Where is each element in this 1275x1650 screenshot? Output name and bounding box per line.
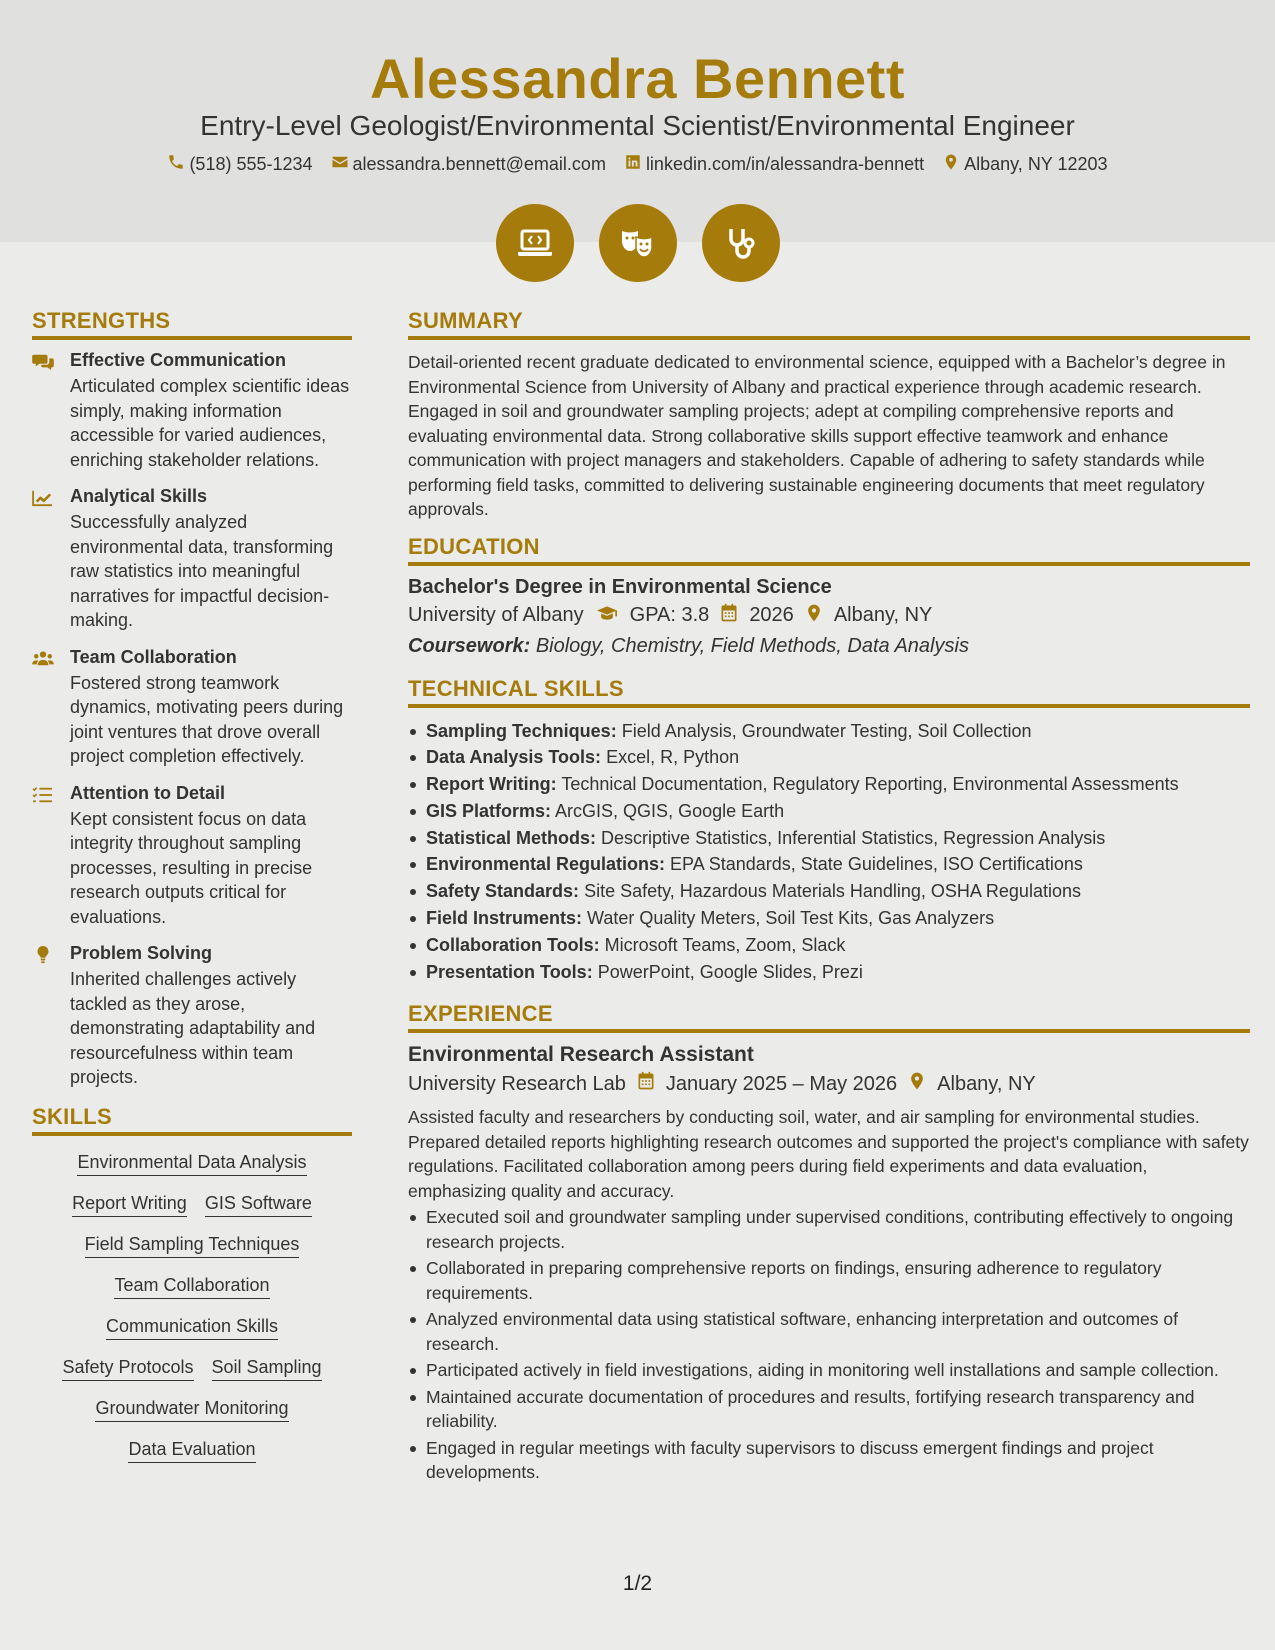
strength-desc: Fostered strong teamwork dynamics, motivating peers during joint ventures that drove overall project completion effectively.	[70, 672, 344, 766]
skills-list	[32, 1146, 352, 1463]
list-item: Executed soil and groundwater sampling under supervised conditions, contributing effectively to ongoing research projects.	[408, 1205, 1250, 1254]
list-item	[408, 825, 1250, 852]
envelope-icon	[331, 153, 349, 176]
skill-tag: GIS Software	[205, 1193, 312, 1217]
list-item	[408, 718, 1250, 745]
strength-title: Problem Solving	[70, 943, 213, 963]
list-check-icon	[32, 783, 58, 930]
contact-linkedin[interactable]	[624, 153, 924, 176]
skill-tag: Team Collaboration	[114, 1275, 269, 1299]
list-item: Collaborated in preparing comprehensive reports on findings, ensuring adherence to regulatory requirements.	[408, 1256, 1250, 1305]
list-item: Participated actively in field investigations, aiding in monitoring well installations and sample collection.	[408, 1358, 1250, 1383]
chart-line-icon	[32, 486, 58, 633]
degree-title: Bachelor's Degree in Environmental Science	[408, 575, 832, 598]
technical-skills-list	[408, 718, 1250, 986]
education-meta	[408, 603, 1250, 629]
skill-tag: Data Evaluation	[128, 1439, 255, 1463]
employer-name: University Research Lab	[408, 1072, 626, 1095]
list-item	[408, 878, 1250, 905]
laptop-code-icon	[496, 204, 574, 282]
lightbulb-icon	[32, 943, 58, 1090]
skill-tag: Communication Skills	[106, 1316, 278, 1340]
coursework	[408, 635, 1250, 658]
skill-tag: Groundwater Monitoring	[95, 1398, 288, 1422]
summary-heading: SUMMARY	[408, 308, 1250, 340]
skill-value: ArcGIS, QGIS, Google Earth	[555, 800, 785, 821]
left-column	[32, 308, 352, 1463]
job-dates: January 2025 – May 2026	[665, 1072, 898, 1095]
job-title: Environmental Research Assistant	[408, 1043, 754, 1067]
skill-value: Microsoft Teams, Zoom, Slack	[604, 934, 846, 955]
education-heading: EDUCATION	[408, 534, 1250, 566]
skill-tag: Environmental Data Analysis	[77, 1152, 306, 1176]
page-number: 1/2	[622, 1572, 653, 1595]
strength-desc: Successfully analyzed environmental data, transforming raw statistics into meaningful narratives for impactful decision-making.	[70, 512, 334, 630]
skill-value: EPA Standards, State Guidelines, ISO Certifications	[670, 854, 1083, 875]
location-text: Albany, NY 12203	[964, 154, 1108, 174]
calendar-icon	[636, 1071, 656, 1097]
interest-icons	[0, 204, 1275, 282]
contact-location	[942, 153, 1107, 176]
strength-title: Analytical Skills	[70, 486, 208, 506]
skill-label: Data Analysis Tools:	[426, 747, 602, 768]
skill-label: Environmental Regulations:	[426, 854, 666, 875]
skill-label: Safety Standards:	[426, 881, 580, 902]
summary-text: Detail-oriented recent graduate dedicated to environmental science, equipped with a Bachelor’s degree in Environmental Science from University of Albany and practical experience through academic research. Engaged in soil and groundwater sampling projects; adept at compiling comprehensive reports and evaluating environmental data. Strong collaborative skills support effective teamwork and enhance communication with project managers and stakeholders. Capable of adhering to safety standards while performing field tasks, committed to delivering sustainable engineering documents that meet regulatory approvals.	[408, 352, 1226, 519]
experience-heading: EXPERIENCE	[408, 1001, 1250, 1033]
linkedin-icon	[624, 153, 642, 176]
strength-desc: Kept consistent focus on data integrity throughout sampling processes, resulting in precise research outputs critical for evaluations.	[70, 808, 313, 927]
list-item	[408, 798, 1250, 825]
map-pin-icon	[907, 1071, 927, 1097]
skill-label: Field Instruments:	[426, 908, 583, 929]
skill-tag: Report Writing	[72, 1193, 187, 1217]
map-pin-icon	[804, 603, 824, 629]
skill-label: Sampling Techniques:	[426, 720, 617, 741]
phone-text: (518) 555-1234	[189, 154, 313, 174]
strength-item	[32, 943, 352, 1090]
graduation-cap-icon	[594, 603, 620, 629]
strength-desc: Articulated complex scientific ideas simply, making information accessible for varied audiences, enriching stakeholder relations.	[70, 376, 350, 470]
users-icon	[32, 647, 58, 769]
skill-value: Field Analysis, Groundwater Testing, Soil Collection	[621, 720, 1032, 741]
school-name: University of Albany	[408, 604, 584, 626]
map-pin-icon	[942, 153, 960, 176]
comments-icon	[32, 350, 58, 472]
technical-skills-heading: TECHNICAL SKILLS	[408, 676, 1250, 708]
skill-value: Site Safety, Hazardous Materials Handling, OSHA Regulations	[584, 881, 1081, 902]
skills-heading: SKILLS	[32, 1104, 352, 1136]
theater-masks-icon	[599, 204, 677, 282]
graduation-year: 2026	[749, 604, 794, 626]
candidate-name: Alessandra Bennett	[370, 47, 905, 110]
contact-email[interactable]	[331, 153, 606, 176]
skill-tag: Field Sampling Techniques	[85, 1234, 300, 1258]
list-item	[408, 959, 1250, 986]
skill-label: GIS Platforms:	[426, 800, 552, 821]
skill-tag: Soil Sampling	[212, 1357, 322, 1381]
strength-title: Team Collaboration	[70, 646, 237, 667]
list-item	[408, 851, 1250, 878]
strength-title: Effective Communication	[70, 350, 287, 370]
candidate-title: Entry-Level Geologist/Environmental Scientist/Environmental Engineer	[200, 110, 1075, 141]
education-location: Albany, NY	[833, 604, 933, 626]
job-description: Assisted faculty and researchers by conducting soil, water, and air sampling for environmental studies. Prepared detailed reports highlighting research outcomes and supported the project's compliance with safety regulations. Facilitated collaboration among peers during field experiments and data evaluation, emphasizing quality and accuracy.	[408, 1107, 1249, 1201]
coursework-label: Coursework:	[408, 634, 531, 657]
list-item	[408, 744, 1250, 771]
skill-value: Water Quality Meters, Soil Test Kits, Gas Analyzers	[587, 908, 995, 929]
list-item	[408, 771, 1250, 798]
calendar-icon	[719, 603, 739, 629]
skill-label: Collaboration Tools:	[426, 934, 600, 955]
gpa-text: GPA: 3.8	[629, 604, 710, 626]
strength-item	[32, 783, 352, 930]
skill-label: Statistical Methods:	[426, 827, 597, 848]
phone-icon	[167, 153, 185, 176]
linkedin-text: linkedin.com/in/alessandra-bennett	[645, 154, 925, 174]
list-item: Analyzed environmental data using statistical software, enhancing interpretation and outcomes of research.	[408, 1307, 1250, 1356]
strength-title: Attention to Detail	[70, 782, 225, 803]
email-text: alessandra.bennett@email.com	[352, 154, 606, 174]
job-location: Albany, NY	[937, 1072, 1036, 1095]
list-item: Engaged in regular meetings with faculty supervisors to discuss emergent findings and project developments.	[408, 1436, 1250, 1485]
skill-tag: Safety Protocols	[62, 1357, 193, 1381]
skill-value: Descriptive Statistics, Inferential Statistics, Regression Analysis	[601, 827, 1106, 848]
strength-item	[32, 647, 352, 769]
right-column	[408, 308, 1250, 1487]
stethoscope-icon	[702, 204, 780, 282]
contact-phone[interactable]	[167, 153, 312, 176]
skill-label: Presentation Tools:	[426, 961, 593, 982]
skill-label: Report Writing:	[426, 774, 557, 795]
list-item	[408, 932, 1250, 959]
coursework-list: Biology, Chemistry, Field Methods, Data Analysis	[535, 634, 969, 657]
strength-item	[32, 486, 352, 633]
list-item	[408, 905, 1250, 932]
contact-row	[0, 153, 1275, 176]
strengths-heading: STRENGTHS	[32, 308, 352, 340]
experience-meta	[408, 1071, 1250, 1097]
skill-value: PowerPoint, Google Slides, Prezi	[597, 961, 863, 982]
strength-desc: Inherited challenges actively tackled as they arose, demonstrating adaptability and resourcefulness within team projects.	[70, 969, 316, 1087]
list-item: Maintained accurate documentation of procedures and results, fortifying research transparency and reliability.	[408, 1385, 1250, 1434]
strength-item	[32, 350, 352, 472]
job-bullets	[408, 1205, 1250, 1485]
skill-value: Excel, R, Python	[606, 747, 740, 768]
skill-value: Technical Documentation, Regulatory Reporting, Environmental Assessments	[561, 774, 1179, 795]
